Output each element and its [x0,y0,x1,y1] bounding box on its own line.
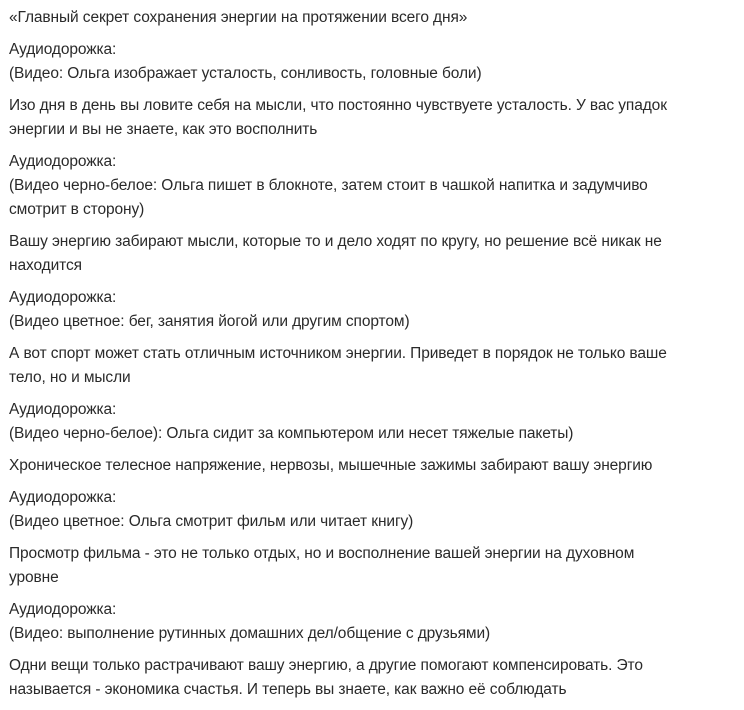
document-title: «Главный секрет сохранения энергии на протяжении всего дня» [9,9,468,26]
script-section-1 [9,38,737,86]
video-description: (Видео цветное: бег, занятия йогой или другим спортом) [9,313,410,330]
narration-paragraph-3 [9,342,737,390]
audio-track-label: Аудиодорожка: [9,401,117,418]
script-section-5 [9,486,737,534]
video-description: (Видео цветное: Ольга смотрит фильм или читает книгу) [9,513,414,530]
narration-line: находится [9,257,82,274]
narration-line: уровне [9,569,59,586]
narration-paragraph-6 [9,654,737,702]
video-description: (Видео: Ольга изображает усталость, сонливость, головные боли) [9,65,482,82]
narration-line: тело, но и мысли [9,369,131,386]
narration-line: Вашу энергию забирают мысли, которые то и дело ходят по кругу, но решение всё никак не [9,233,662,250]
audio-track-label: Аудиодорожка: [9,153,117,170]
video-description: (Видео черно-белое: Ольга пишет в блокноте, затем стоит в чашкой напитка и задумчиво [9,177,648,194]
narration-paragraph-2 [9,230,737,278]
narration-line: называется - экономика счастья. И теперь вы знаете, как важно её соблюдать [9,681,567,698]
video-description: смотрит в сторону) [9,201,145,218]
video-description: (Видео черно-белое): Ольга сидит за компьютером или несет тяжелые пакеты) [9,425,574,442]
narration-paragraph-5 [9,542,737,590]
audio-track-label: Аудиодорожка: [9,289,117,306]
audio-track-label: Аудиодорожка: [9,41,117,58]
narration-line: А вот спорт может стать отличным источником энергии. Приведет в порядок не только ваше [9,345,667,362]
script-section-6 [9,598,737,646]
script-section-3 [9,286,737,334]
narration-line: Просмотр фильма - это не только отдых, но и восполнение вашей энергии на духовном [9,545,635,562]
document-body [9,6,737,710]
audio-track-label: Аудиодорожка: [9,601,117,618]
narration-line: Хроническое телесное напряжение, нервозы, мышечные зажимы забирают вашу энергию [9,457,653,474]
script-section-4 [9,398,737,446]
narration-paragraph-1 [9,94,737,142]
narration-line: энергии и вы не знаете, как это восполнить [9,121,318,138]
script-section-2 [9,150,737,222]
video-description: (Видео: выполнение рутинных домашних дел/общение с друзьями) [9,625,491,642]
audio-track-label: Аудиодорожка: [9,489,117,506]
narration-line: Одни вещи только растрачивают вашу энергию, а другие помогают компенсировать. Это [9,657,643,674]
narration-line: Изо дня в день вы ловите себя на мысли, что постоянно чувствуете усталость. У вас упадок [9,97,667,114]
document-title-paragraph [9,6,737,30]
narration-paragraph-4 [9,454,737,478]
